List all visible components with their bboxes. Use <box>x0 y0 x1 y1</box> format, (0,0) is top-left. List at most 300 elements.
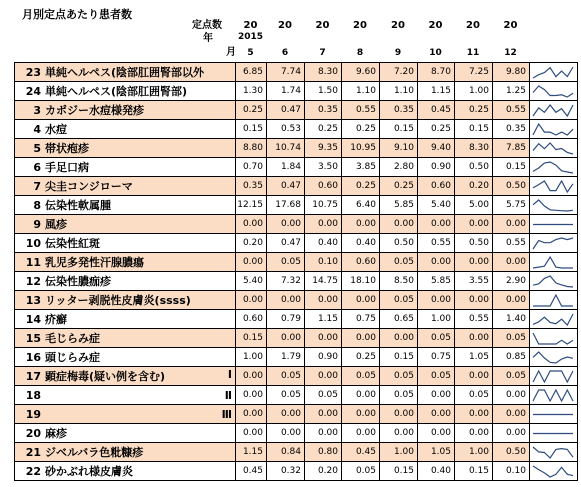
value-cell: 9.35 <box>305 139 342 158</box>
value-cell: 2.80 <box>380 158 418 177</box>
sparkline-path <box>533 181 573 192</box>
value-cell: 0.00 <box>418 424 455 443</box>
value-cell: 0.15 <box>380 120 418 139</box>
sparkline-cell <box>530 158 578 177</box>
sparkline-path <box>533 371 573 382</box>
value-cell: 0.05 <box>493 329 530 348</box>
sparkline-path <box>533 257 573 268</box>
row-number: 19 <box>25 407 41 421</box>
row-number: 12 <box>25 275 41 288</box>
value-cell: 0.00 <box>342 329 380 348</box>
value-cell: 10.95 <box>342 139 380 158</box>
value-cell: 7.25 <box>455 63 493 82</box>
trend-sparkline <box>530 349 576 366</box>
table-row <box>15 215 578 234</box>
value-cell: 0.55 <box>493 101 530 120</box>
value-cell: 0.00 <box>342 405 380 424</box>
trend-sparkline <box>530 140 576 157</box>
value-cell: 0.00 <box>418 405 455 424</box>
value-cell: 1.40 <box>493 310 530 329</box>
value-cell: 1.10 <box>380 82 418 101</box>
value-cell: 0.05 <box>380 253 418 272</box>
sparkline-cell <box>530 82 578 101</box>
row-number: 23 <box>25 66 41 79</box>
sparkline-path <box>533 67 573 78</box>
value-cell: 1.05 <box>455 348 493 367</box>
value-cell: 17.68 <box>267 196 305 215</box>
value-cell: 0.00 <box>493 405 530 424</box>
disease-name: 単純ヘルペス(陰部肛囲腎部以外 <box>45 66 205 79</box>
site-count-value: 20 <box>278 20 292 31</box>
disease-name: 頭じらみ症 <box>45 351 100 364</box>
disease-name: リッター剥脱性皮膚炎(ssss) <box>45 294 191 307</box>
sparkline-path <box>533 162 573 173</box>
row-number: 16 <box>25 351 41 364</box>
value-cell: 18.10 <box>342 272 380 291</box>
value-cell: 0.25 <box>342 120 380 139</box>
value-cell: 0.00 <box>418 386 455 405</box>
value-cell: 5.40 <box>418 196 455 215</box>
disease-name: 風疹 <box>45 218 67 231</box>
value-cell: 0.25 <box>236 101 267 120</box>
stage-numeral: Ⅲ <box>221 407 232 421</box>
value-cell: 7.32 <box>267 272 305 291</box>
value-cell: 0.25 <box>380 177 418 196</box>
value-cell: 0.00 <box>455 424 493 443</box>
value-cell: 0.00 <box>267 329 305 348</box>
sparkline-cell <box>530 424 578 443</box>
value-cell: 0.15 <box>236 329 267 348</box>
sparkline-path <box>533 124 573 135</box>
table-row <box>15 310 578 329</box>
sparkline-cell <box>530 367 578 386</box>
value-cell: 0.00 <box>305 405 342 424</box>
value-cell: 0.00 <box>455 291 493 310</box>
sparkline-cell <box>530 291 578 310</box>
disease-name-cell <box>15 139 236 158</box>
value-cell: 0.75 <box>418 348 455 367</box>
disease-name: 疥癬 <box>45 313 67 326</box>
value-cell: 0.05 <box>455 386 493 405</box>
value-cell: 8.30 <box>305 63 342 82</box>
value-cell: 6.40 <box>342 196 380 215</box>
table-row <box>15 63 578 82</box>
site-count-value: 20 <box>428 20 443 31</box>
disease-name: ジベルバラ色粃糠疹 <box>45 446 144 459</box>
row-number: 15 <box>25 332 41 345</box>
disease-name-cell <box>15 348 236 367</box>
trend-sparkline <box>530 197 576 214</box>
table-row <box>15 291 578 310</box>
table-row <box>15 272 578 291</box>
trend-sparkline <box>530 121 576 138</box>
patient-count-table <box>14 62 578 481</box>
table-row <box>15 196 578 215</box>
value-cell: 0.75 <box>342 310 380 329</box>
value-cell: 7.20 <box>380 63 418 82</box>
sparkline-cell <box>530 234 578 253</box>
sparkline-cell <box>530 272 578 291</box>
row-number: 10 <box>25 237 41 250</box>
row-number: 7 <box>33 180 41 193</box>
sparkline-cell <box>530 196 578 215</box>
disease-name-cell <box>15 215 236 234</box>
value-cell: 0.50 <box>455 158 493 177</box>
row-number: 22 <box>25 465 41 478</box>
table-row <box>15 234 578 253</box>
value-cell: 0.00 <box>342 424 380 443</box>
value-cell: 1.84 <box>267 158 305 177</box>
value-cell: 1.79 <box>267 348 305 367</box>
month-header: 12 <box>504 48 517 58</box>
disease-name: 単純ヘルペス(陰部肛囲腎部) <box>45 85 188 98</box>
month-header: 5 <box>247 48 254 58</box>
value-cell: 0.00 <box>455 405 493 424</box>
value-cell: 0.65 <box>380 310 418 329</box>
value-cell: 0.60 <box>236 310 267 329</box>
value-cell: 0.00 <box>493 253 530 272</box>
value-cell: 1.00 <box>418 310 455 329</box>
disease-name-cell <box>15 424 236 443</box>
row-number: 8 <box>33 199 41 212</box>
disease-name: 伝染性紅斑 <box>45 237 100 250</box>
value-cell: 0.00 <box>305 291 342 310</box>
disease-name-cell <box>15 158 236 177</box>
sparkline-cell <box>530 139 578 158</box>
value-cell: 0.80 <box>305 443 342 462</box>
row-number: 13 <box>25 294 41 307</box>
sparkline-cell <box>530 120 578 139</box>
row-number: 6 <box>33 161 41 174</box>
value-cell: 0.40 <box>305 234 342 253</box>
value-cell: 5.85 <box>418 272 455 291</box>
value-cell: 5.75 <box>493 196 530 215</box>
table-row <box>15 386 578 405</box>
disease-name: 手足口病 <box>45 161 89 174</box>
month-header: 11 <box>466 48 480 58</box>
value-cell: 0.00 <box>236 291 267 310</box>
sparkline-path <box>533 352 573 363</box>
disease-name: 顕症梅毒(疑い例を含む) <box>45 370 166 383</box>
trend-sparkline <box>530 330 576 347</box>
sparkline-path <box>533 143 573 154</box>
value-cell: 0.00 <box>236 253 267 272</box>
disease-name-cell <box>15 253 236 272</box>
value-cell: 0.25 <box>305 120 342 139</box>
value-cell: 5.40 <box>236 272 267 291</box>
table-row <box>15 405 578 424</box>
disease-name-cell <box>15 462 236 481</box>
value-cell: 0.20 <box>236 234 267 253</box>
sparkline-cell <box>530 253 578 272</box>
value-cell: 12.15 <box>236 196 267 215</box>
month-label: 月 <box>226 47 236 58</box>
value-cell: 0.00 <box>455 367 493 386</box>
value-cell: 0.00 <box>493 424 530 443</box>
disease-name-cell <box>15 367 236 386</box>
trend-sparkline <box>530 273 576 290</box>
disease-name: 乳児多発性汗腺膿瘍 <box>45 256 144 269</box>
table-row <box>15 329 578 348</box>
value-cell: 0.55 <box>418 234 455 253</box>
value-cell: 0.25 <box>455 101 493 120</box>
table-row <box>15 424 578 443</box>
row-number: 11 <box>25 256 41 269</box>
table-row <box>15 139 578 158</box>
value-cell: 0.47 <box>267 234 305 253</box>
value-cell: 0.00 <box>493 215 530 234</box>
value-cell: 1.15 <box>236 443 267 462</box>
value-cell: 0.85 <box>493 348 530 367</box>
value-cell: 1.25 <box>493 82 530 101</box>
value-cell: 9.40 <box>418 139 455 158</box>
month-header: 8 <box>356 48 364 58</box>
row-number: 4 <box>33 123 41 136</box>
disease-name-cell <box>15 291 236 310</box>
value-cell: 1.00 <box>455 82 493 101</box>
value-cell: 9.80 <box>493 63 530 82</box>
value-cell: 0.00 <box>236 367 267 386</box>
value-cell: 0.60 <box>305 177 342 196</box>
value-cell: 0.20 <box>455 177 493 196</box>
value-cell: 0.05 <box>380 367 418 386</box>
value-cell: 0.00 <box>380 215 418 234</box>
value-cell: 8.70 <box>418 63 455 82</box>
value-cell: 0.05 <box>267 253 305 272</box>
value-cell: 0.00 <box>305 215 342 234</box>
table-row <box>15 253 578 272</box>
value-cell: 0.00 <box>305 367 342 386</box>
site-count-value: 20 <box>315 20 330 31</box>
disease-name-cell <box>15 101 236 120</box>
disease-name-cell <box>15 443 236 462</box>
sparkline-cell <box>530 405 578 424</box>
value-cell: 0.00 <box>236 405 267 424</box>
sparkline-path <box>533 86 573 97</box>
disease-name: 麻疹 <box>45 427 67 440</box>
value-cell: 0.50 <box>455 234 493 253</box>
value-cell: 0.35 <box>305 101 342 120</box>
value-cell: 0.05 <box>342 462 380 481</box>
value-cell: 0.25 <box>418 120 455 139</box>
value-cell: 0.15 <box>455 462 493 481</box>
sparkline-path <box>533 333 573 344</box>
disease-name-cell <box>15 82 236 101</box>
trend-sparkline <box>530 235 576 252</box>
value-cell: 0.00 <box>236 215 267 234</box>
disease-name-cell <box>15 329 236 348</box>
value-cell: 0.05 <box>418 367 455 386</box>
month-header: 9 <box>394 48 402 58</box>
row-number: 17 <box>25 370 41 383</box>
value-cell: 0.32 <box>267 462 305 481</box>
disease-name: 毛じらみ症 <box>45 332 100 345</box>
value-cell: 0.55 <box>493 234 530 253</box>
site-count-value: 20 <box>503 20 518 31</box>
value-cell: 0.00 <box>418 215 455 234</box>
disease-name-cell <box>15 405 236 424</box>
value-cell: 0.00 <box>267 424 305 443</box>
value-cell: 0.00 <box>342 386 380 405</box>
value-cell: 0.00 <box>380 329 418 348</box>
value-cell: 0.60 <box>342 253 380 272</box>
disease-name-cell <box>15 386 236 405</box>
value-cell: 0.60 <box>418 177 455 196</box>
value-cell: 1.15 <box>305 310 342 329</box>
value-cell: 0.84 <box>267 443 305 462</box>
value-cell: 0.00 <box>305 329 342 348</box>
trend-sparkline <box>530 311 576 328</box>
year-value: 2015 <box>237 32 264 42</box>
value-cell: 0.70 <box>236 158 267 177</box>
value-cell: 10.75 <box>305 196 342 215</box>
value-cell: 0.35 <box>236 177 267 196</box>
value-cell: 0.00 <box>267 215 305 234</box>
value-cell: 3.55 <box>455 272 493 291</box>
value-cell: 0.00 <box>236 386 267 405</box>
site-count-value: 20 <box>466 20 480 31</box>
sparkline-path <box>533 295 573 306</box>
value-cell: 1.05 <box>418 443 455 462</box>
value-cell: 1.10 <box>342 82 380 101</box>
value-cell: 8.30 <box>455 139 493 158</box>
value-cell: 0.15 <box>236 120 267 139</box>
disease-name: カポジー水痘様発疹 <box>45 104 144 117</box>
value-cell: 2.90 <box>493 272 530 291</box>
value-cell: 8.80 <box>236 139 267 158</box>
value-cell: 0.25 <box>342 348 380 367</box>
disease-name: 尖圭コンジローマ <box>45 180 133 193</box>
table-row <box>15 82 578 101</box>
stage-numeral: Ⅰ <box>227 368 232 381</box>
trend-sparkline <box>530 216 576 233</box>
trend-sparkline <box>530 254 576 271</box>
value-cell: 1.00 <box>236 348 267 367</box>
value-cell: 0.15 <box>455 120 493 139</box>
value-cell: 0.00 <box>342 291 380 310</box>
value-cell: 0.05 <box>267 386 305 405</box>
sparkline-cell <box>530 310 578 329</box>
table-row <box>15 158 578 177</box>
value-cell: 0.79 <box>267 310 305 329</box>
value-cell: 1.15 <box>418 82 455 101</box>
value-cell: 0.50 <box>493 177 530 196</box>
trend-sparkline <box>530 83 576 100</box>
trend-sparkline <box>530 292 576 309</box>
sparkline-cell <box>530 348 578 367</box>
value-cell: 1.00 <box>380 443 418 462</box>
table-row <box>15 367 578 386</box>
disease-name: 伝染性軟属腫 <box>45 199 111 212</box>
row-number: 24 <box>25 85 41 98</box>
sparkline-cell <box>530 101 578 120</box>
table-header <box>0 19 581 60</box>
value-cell: 1.50 <box>305 82 342 101</box>
value-cell: 0.05 <box>342 367 380 386</box>
value-cell: 0.25 <box>342 177 380 196</box>
value-cell: 0.50 <box>380 234 418 253</box>
row-number: 20 <box>25 427 41 440</box>
value-cell: 0.40 <box>418 462 455 481</box>
site-count-value: 20 <box>391 20 405 31</box>
sparkline-path <box>533 447 573 458</box>
disease-name-cell <box>15 120 236 139</box>
value-cell: 7.85 <box>493 139 530 158</box>
value-cell: 5.85 <box>380 196 418 215</box>
value-cell: 0.05 <box>493 367 530 386</box>
trend-sparkline <box>530 64 576 81</box>
value-cell: 1.00 <box>455 443 493 462</box>
value-cell: 9.10 <box>380 139 418 158</box>
value-cell: 0.00 <box>493 386 530 405</box>
row-number: 21 <box>25 446 41 459</box>
sparkline-path <box>533 314 573 325</box>
value-cell: 0.00 <box>455 215 493 234</box>
disease-name-cell <box>15 63 236 82</box>
disease-name-cell <box>15 272 236 291</box>
value-cell: 3.85 <box>342 158 380 177</box>
sparkline-path <box>533 390 573 401</box>
value-cell: 0.05 <box>418 329 455 348</box>
month-header: 10 <box>429 48 442 58</box>
site-count-label: 定点数 <box>192 20 222 31</box>
value-cell: 0.35 <box>493 120 530 139</box>
value-cell: 0.00 <box>267 291 305 310</box>
sparkline-cell <box>530 177 578 196</box>
disease-name: 帯状疱疹 <box>45 142 89 155</box>
trend-sparkline <box>530 425 576 442</box>
value-cell: 0.10 <box>493 462 530 481</box>
sparkline-path <box>533 276 573 287</box>
value-cell: 0.00 <box>380 424 418 443</box>
value-cell: 5.00 <box>455 196 493 215</box>
value-cell: 0.53 <box>267 120 305 139</box>
disease-name-cell <box>15 177 236 196</box>
value-cell: 0.00 <box>236 424 267 443</box>
row-number: 5 <box>33 142 41 155</box>
row-number: 3 <box>33 104 41 117</box>
site-count-value: 20 <box>243 20 258 31</box>
row-number: 9 <box>33 218 41 231</box>
row-number: 14 <box>25 313 41 326</box>
value-cell: 0.05 <box>305 386 342 405</box>
sparkline-cell <box>530 443 578 462</box>
sparkline-path <box>533 466 573 477</box>
value-cell: 0.00 <box>342 215 380 234</box>
table-row <box>15 120 578 139</box>
value-cell: 10.74 <box>267 139 305 158</box>
year-label: 年 <box>203 33 213 44</box>
month-header: 7 <box>319 48 326 58</box>
table-row <box>15 348 578 367</box>
sparkline-path <box>533 238 573 249</box>
value-cell: 14.75 <box>305 272 342 291</box>
page-title: 月別定点あたり患者数 <box>22 8 132 21</box>
value-cell: 6.85 <box>236 63 267 82</box>
disease-name-cell <box>15 196 236 215</box>
value-cell: 0.15 <box>380 462 418 481</box>
value-cell: 0.20 <box>305 462 342 481</box>
value-cell: 1.30 <box>236 82 267 101</box>
value-cell: 0.45 <box>236 462 267 481</box>
value-cell: 0.40 <box>342 234 380 253</box>
value-cell: 0.05 <box>267 367 305 386</box>
trend-sparkline <box>530 368 576 385</box>
value-cell: 8.50 <box>380 272 418 291</box>
stage-numeral: Ⅱ <box>224 388 232 402</box>
value-cell: 0.55 <box>342 101 380 120</box>
table-row <box>15 101 578 120</box>
